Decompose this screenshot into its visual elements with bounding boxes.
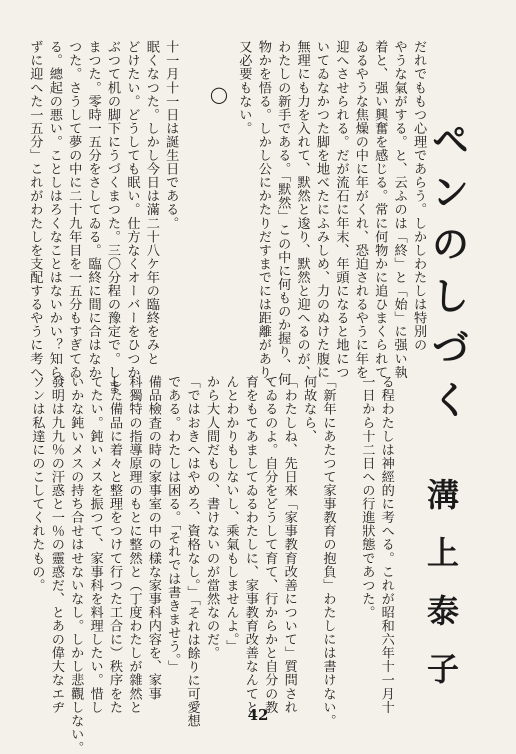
essay-paragraph-education: る程わたしは神經的に考へる。これが昭和六年十一月十 一日から十二日への行進狀態であつた。 「新年にあたつて家事教育の抱負」わたしには書けない。 何故なら、 「わたしね、先日來「家事教育改善について」質問され てゐるのよ。自分をどうして育て、行からかと自分の教 育をもてあましてゐるわたしに、家事教育改善なんてと んとわかりもしないし、乘氣もしませんよ。」 から大人間だもの、書けないのが當然なのだ。 「ではおきへはやめろ、資格なし。」「それは餘りに可愛想 である。わたしは困る。「それでは書きませう。」 備品檢査の時の家事室の中の樣な家事科内容を、家事 科獨特の指導原理のもとに整然と（丁度わたしが雜然と した備品に着々と整理をつけて行つた工合に）秩序をた てたい。鈍いメスを振つて、家事科を料理したい。惜し いかな鈍いメスの持ち合せはせないなし。しかし悲觀しない。 發明は九九％の汗惑と一％の靈惑だ、とあの偉大なエヂ ソンは私達にのこしてくれたもの。 [29, 375, 394, 754]
essay-paragraph-intro: だれでももつ心理であらう。しかしわたしは特別の やうな氣がする。と、云ふのは「終」と「始」に强い執 着と、强い興奮を感じる。常に何物かに追ひまくられて ゐるやうな焦燥の中に年がくれ、恐迫されるやうに年を 迎へさせられる。だが流石に年末、年頭になると地につ いてゐなかつた脚を地べたにふみしめ、力のぬけた腹に 無理にも力を入れて、默然と逡り、默然と迎へるのが、 わたしの新手である。「默然」この中に何ものか握り、何 物かを悟る。しかし公にかたりだすまでには距離があり、 又必要もない。 [236, 40, 427, 393]
page-number: 42 [247, 706, 269, 724]
section-divider-circle: ◯ [209, 85, 229, 105]
essay-paragraph-birthday: 十一月十一日は誕生日である。 眠くなつた。しかし今日は滿二十八ケ年の臨終をみと どけたい。どうしても眠い。仕方なくオーバーをひつか ぶつて机の脚下にうづくまつた。三〇分程の豫定で。しま まつた。零時一五分をさしてゐる。臨終に間に合はなか つた。さうして夢の中に二十九年目を一五分もすぎてゐ る。總起の悪い。ことしはろくなことはないかい？知ら ずに迎へた一五分」これがわたしを支配するやうに考へ [27, 40, 179, 393]
essay-author: 溝上泰子 [422, 478, 460, 710]
essay-title: ペンのしづく [425, 120, 470, 432]
